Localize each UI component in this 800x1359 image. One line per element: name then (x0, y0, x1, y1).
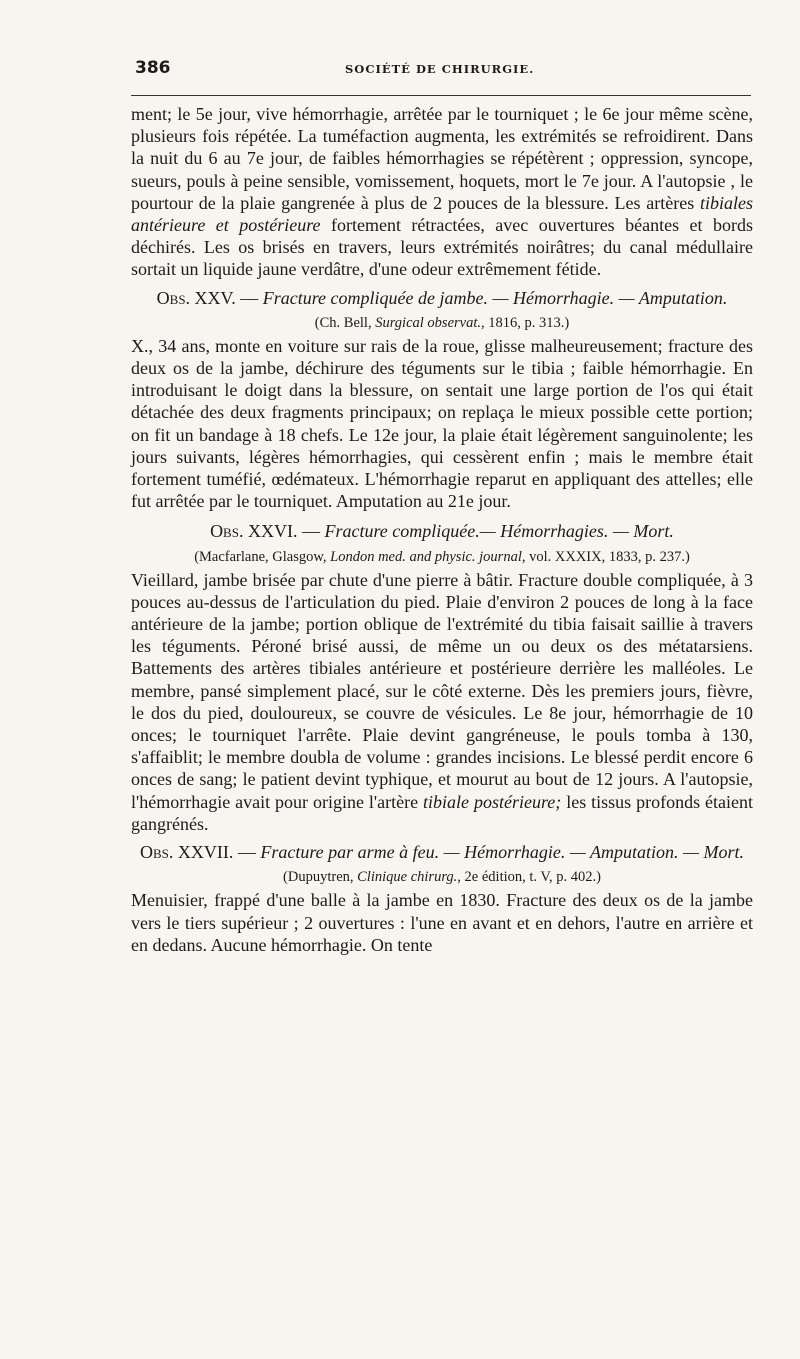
citation-details: , vol. XXXIX, 1833, p. 237.) (521, 548, 690, 565)
obs-25-heading (131, 287, 753, 309)
page-body (131, 103, 753, 956)
paragraph-continuation (131, 103, 753, 281)
paragraph-text-end: fortement rétractées, avec ouvertures béantes et bords déchirés. Les os brisés en travers, leurs extrémités noirâtres; du canal médullaire sortait un liquide jaune verdâtre, d'une odeur extrêmement fétide. (131, 215, 753, 280)
citation-author: (Ch. Bell, (314, 314, 372, 331)
citation-work: Clinique chirurg. (357, 869, 458, 886)
paragraph-italic: tibiales antérieure et postérieure (131, 192, 753, 236)
header-rule (131, 95, 751, 96)
paragraph-text: ment; le 5e jour, vive hémorrhagie, arrêtée par le tourniquet ; le 6e jour même scène, plusieurs fois répétée. La tuméfaction augmenta, les extrémités se refroidirent. Dans la nuit du 6 au 7e jour, de faibles hémorrhagies se répétèrent ; oppression, syncope, sueurs, pouls à peine sensible, vomissement, hoquets, mort le 7e jour. A l'autopsie , le pourtour de la plaie gangrenée à plus de 2 pouces de la blessure. Les artères (131, 104, 753, 213)
obs-27-heading (131, 841, 753, 863)
obs-label: Obs. XXVII. — (139, 842, 256, 863)
citation-details: , 1816, p. 313.) (481, 314, 570, 331)
obs-26-heading (131, 520, 753, 542)
page-number: 386 (135, 58, 171, 78)
obs-27-citation (131, 867, 753, 887)
citation-details: , 2e édition, t. V, p. 402.) (457, 869, 601, 886)
obs-27-text: Menuisier, frappé d'une balle à la jambe en 1830. Fracture des deux os de la jambe vers le tiers supérieur ; 2 ouvertures : l'une en avant et en dehors, l'autre en arrière et en dedans. Aucune hémorrhagie. On tente (131, 890, 753, 955)
running-title: SOCIÉTÉ DE CHIRURGIE. (345, 62, 535, 76)
paragraph-text-end: les tissus profonds étaient gangrénés. (131, 791, 754, 834)
obs-25-citation (131, 313, 753, 333)
citation-author: (Dupuytren, (283, 869, 354, 886)
obs-26-text (131, 569, 753, 835)
citation-author: (Macfarlane, Glasgow, (194, 548, 327, 565)
obs-label: Obs. XXVI. — (210, 521, 320, 542)
obs-title: Fracture compliquée.— Hémorrhagies. — Mort. (324, 521, 674, 542)
paragraph-text: Vieillard, jambe brisée par chute d'une pierre à bâtir. Fracture double compliquée, à 3 pouces au-dessus de l'articulation du pied. Plaie d'environ 2 pouces de long à la face antérieure de la jambe; portion oblique de l'extrémité du tibia faisait saillie à travers les téguments. Péroné brisé aussi, de même un ou deux os des métatarsiens. Battements des artères tibiales antérieure et postérieure derrière les malléoles. Le membre, pansé simplement placé, sur le côté externe. Dès les premiers jours, fièvre, le dos du pied, douloureux, se couvre de vésicules. Le 8e jour, hémorrhagie de 10 onces; le tourniquet l'arrête. Plaie devint gangréneuse, le pouls tomba à 130, s'affaiblit; le membre doubla de volume : grandes incisions. Le blessé perdit encore 6 onces de sang; le patient devint typhique, et mourut au bout de 12 jours. A l'autopsie, l'hémorrhagie avait pour origine l'artère (131, 569, 753, 812)
obs-label: Obs. XXV. — (156, 287, 259, 308)
citation-work: Surgical observat. (375, 314, 481, 331)
obs-25-text: X., 34 ans, monte en voiture sur rais de la roue, glisse malheureusement; fracture des deux os de la jambe, déchirure des téguments sur le tibia ; faible hémorrhagie. En introduisant le doigt dans la blessure, on sentait une large portion de l'os qui était détachée des deux fragments principaux; on replaça le mieux possible cette portion; on fit un bandage à 18 chefs. Le 12e jour, la plaie était légèrement sanguinolente; les jours suivants, légères hémorrhagies, qui cessèrent enfin ; mais le membre était fortement tuméfié, œdémateux. L'hémorrhagie reparut en appliquant des attelles; elle fut arrêtée par le tourniquet. Amputation au 21e jour. (131, 335, 753, 512)
citation-work: London med. and physic. journal (330, 548, 522, 565)
page-header (131, 56, 751, 86)
obs-title: Fracture par arme à feu. — Hémorrhagie. — Amputation. — Mort. (260, 842, 745, 863)
paragraph-italic: tibiale postérieure; (423, 791, 562, 812)
obs-title: Fracture compliquée de jambe. — Hémorrhagie. — Amputation. (262, 287, 728, 308)
obs-26-citation (131, 547, 753, 567)
